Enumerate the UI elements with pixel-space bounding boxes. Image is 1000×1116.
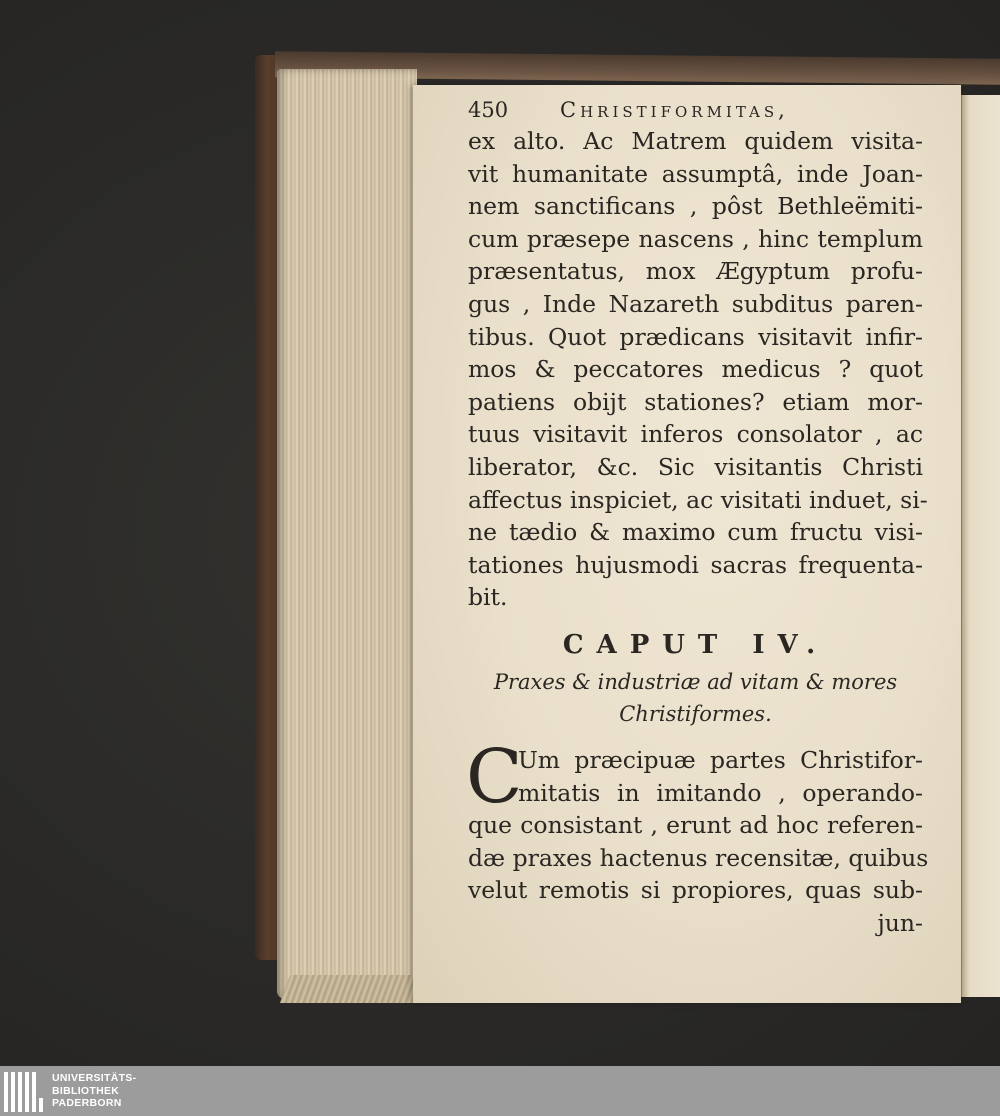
paragraph-2 xyxy=(466,733,929,940)
page-edges xyxy=(277,69,417,999)
text-line: gus , Inde Nazareth subditus paren- xyxy=(468,289,923,318)
institution-name xyxy=(52,1072,136,1110)
running-header xyxy=(468,95,923,125)
text-line: præsentatus, mox Ægyptum profu- xyxy=(468,257,923,286)
page-number: 450 xyxy=(468,98,509,122)
text-line: tuus visitavit inferos consolator , ac xyxy=(468,420,923,449)
running-head-title: Christiformitas, xyxy=(560,98,789,122)
text-line: mos & peccatores medicus ? quot xyxy=(468,355,923,384)
drop-capital: C xyxy=(466,733,523,820)
subtitle-line: Praxes & industriæ ad vitam & mores xyxy=(493,669,898,694)
paragraph-1 xyxy=(468,125,928,614)
page-edges-bottom xyxy=(280,975,430,1003)
catchword: jun- xyxy=(877,908,923,937)
text-line: dæ praxes hactenus recensitæ, quibus xyxy=(468,843,929,872)
text-line: patiens obijt stationes? etiam mor- xyxy=(468,387,923,416)
text-line: Um præcipuæ partes Christifor- xyxy=(518,745,923,774)
chapter-title: CAPUT IV. xyxy=(562,629,829,660)
text-line: bit. xyxy=(468,583,508,612)
chapter-subtitle xyxy=(468,666,923,730)
subtitle-line: Christiformes. xyxy=(619,701,772,726)
text-line: que consistant , erunt ad hoc referen- xyxy=(468,811,923,840)
text-line: affectus inspiciet, ac visitati induet, si- xyxy=(468,485,928,514)
facing-page-edge xyxy=(961,95,1000,997)
text-line: mitatis in imitando , operando- xyxy=(518,778,923,807)
institution-line: PADERBORN xyxy=(52,1097,122,1109)
text-line: ex alto. Ac Matrem quidem visita- xyxy=(468,127,923,155)
text-line: vit humanitate assumptâ, inde Joan- xyxy=(468,159,923,188)
page-text-block xyxy=(466,95,929,939)
text-line: tibus. Quot prædicans visitavit infir- xyxy=(468,322,923,351)
text-line: nem sanctificans , pôst Bethleëmiti- xyxy=(468,192,923,221)
text-line: liberator, &c. Sic visitantis Christi xyxy=(468,452,923,481)
text-line: tationes hujusmodi sacras frequenta- xyxy=(468,550,923,579)
library-footer-bar xyxy=(0,1066,1000,1116)
institution-line: UNIVERSITÄTS- xyxy=(52,1072,137,1084)
library-bars-logo-icon xyxy=(4,1072,44,1112)
institution-line: BIBLIOTHEK xyxy=(52,1084,120,1097)
text-line: cum præsepe nascens , hinc templum xyxy=(468,224,923,253)
text-line: velut remotis si propiores, quas sub- xyxy=(468,876,923,905)
open-book xyxy=(255,55,1000,1005)
text-line: ne tædio & maximo cum fructu visi- xyxy=(468,518,923,547)
book-page xyxy=(413,85,961,1003)
